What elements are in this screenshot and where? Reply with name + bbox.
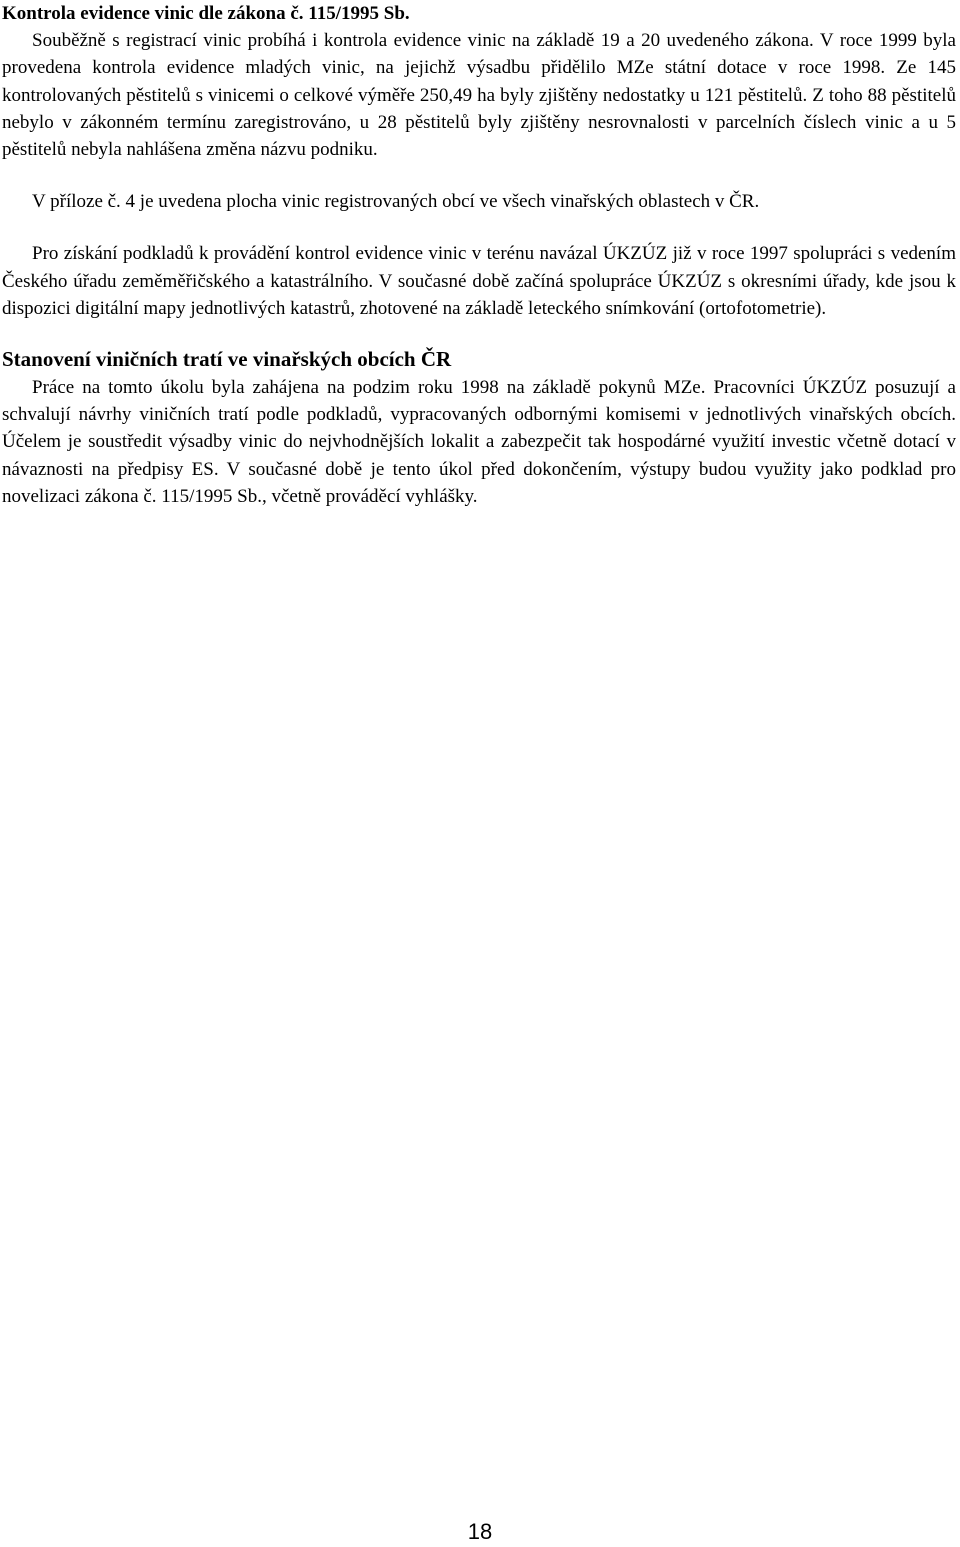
paragraph-podklady: Pro získání podkladů k provádění kontrol evidence vinic v terénu navázal ÚKZÚZ již v roce 1997 spolupráci s vedením Českého úřadu zeměměřičského a katastrálního. V současné době začíná spolupráce ÚKZÚZ s okresními úřady, kde jsou k dispozici digitální mapy jednotlivých katastrů, zhotovené na základě leteckého snímkování (ortofotometrie). <box>2 243 956 319</box>
paragraph-kontrola-evidence: Souběžně s registrací vinic probíhá i kontrola evidence vinic na základě 19 a 20 uvedeného zákona. V roce 1999 byla provedena kontrola evidence mladých vinic, na jejichž výsadbu přidělilo MZe státní dotace v roce 1998. Ze 145 kontrolovaných pěstitelů s vinicemi o celkové výměře 250,49 ha byly zjištěny nedostatky u 121 pěstitelů. Z toho 88 pěstitelů nebylo v zákonném termínu zaregistrováno, u 28 pěstitelů byly zjištěny nesrovnalosti v parcelních číslech vinic a u 5 pěstitelů nebyla nahlášena změna názvu podniku. <box>2 30 956 161</box>
paragraph-spacer <box>2 322 956 344</box>
paragraph-priloha: V příloze č. 4 je uvedena plocha vinic registrovaných obcí ve všech vinařských oblastech v ČR. <box>32 191 760 213</box>
paragraph-vinicni-trate: Práce na tomto úkolu byla zahájena na podzim roku 1998 na základě pokynů MZe. Pracovníci ÚKZÚZ posuzují a schvalují návrhy viničních tratí podle podkladů, vypracovaných odbornými komisemi v jednotlivých vinařských obcích. Účelem je soustředit výsadby vinic do nejvhodnějších lokalit a zabezpečit tak hospodárné využití investic včetně dotací v návaznosti na předpisy ES. V současné době je tento úkol před dokončením, výstupy budou využity jako podklad pro novelizaci zákona č. 115/1995 Sb., včetně prováděcí vyhlášky. <box>2 377 956 507</box>
paragraph-spacer <box>2 215 956 240</box>
document-body <box>2 0 956 510</box>
section-heading-kontrola: Kontrola evidence vinic dle zákona č. 115/1995 Sb. <box>2 3 410 24</box>
paragraph-spacer <box>2 163 956 188</box>
page-number: 18 <box>467 1519 493 1544</box>
section-heading-vinicni-trate: Stanovení viničních tratí ve vinařských obcích ČR <box>2 347 452 372</box>
